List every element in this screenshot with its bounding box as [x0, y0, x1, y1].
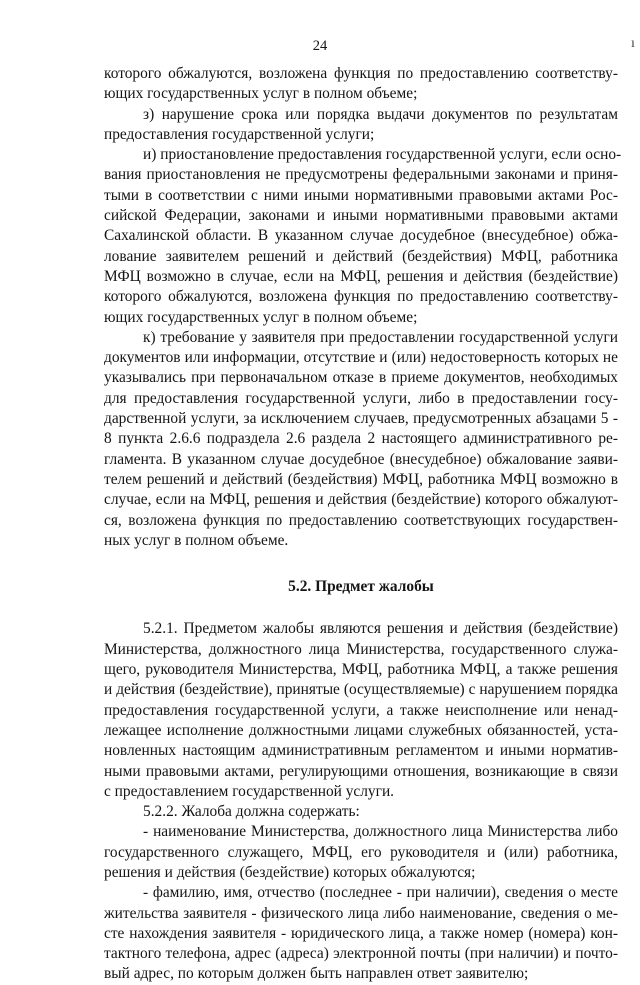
text-line: случае, если на МФЦ, решения и действия (бездействие) которого обжалуют- [104, 491, 618, 509]
text-line: Сахалинской области. В указанном случае досудебное (внесудебное) обжа- [104, 227, 618, 245]
paragraph [104, 619, 618, 802]
text-line: гламента. В указанном случае досудебное (внесудебное) обжалование заяви- [104, 450, 618, 468]
paragraph [104, 883, 618, 984]
text-line: жительства заявителя - физического лица либо наименование, сведения о ме- [104, 904, 618, 922]
text-body [104, 64, 622, 985]
text-line: вания приостановления не предусмотрены федеральными законами и приня- [104, 166, 618, 184]
text-line: 5.2.1. Предметом жалобы являются решения и действия (бездействие) [143, 620, 618, 638]
text-line: ных услуг в полном объеме. [104, 531, 289, 549]
text-line: и) приостановление предоставления государственной услуги, если осно- [143, 146, 622, 164]
text-line: 5.2.2. Жалоба должна содержать: [143, 803, 360, 821]
paragraph [104, 145, 622, 328]
paragraph [104, 802, 618, 822]
text-line: и действия (бездействие), принятые (осуществляемые) с нарушением порядка [104, 681, 618, 699]
text-line: предоставления государственной услуги; [104, 125, 375, 143]
text-line: - наименование Министерства, должностного лица Министерства либо [143, 823, 618, 841]
text-line: которого обжалуются, возложена функция по предоставлению соответству- [104, 65, 618, 82]
paragraphs-after [104, 619, 618, 984]
text-line: тактного телефона, адрес (адреса) электронной почты (при наличии) и почто- [104, 945, 618, 963]
text-line: дарственной услуги, за исключением случаев, предусмотренных абзацами 5 - [104, 410, 618, 428]
text-line: лежащее исполнение должностными лицами служебных обязанностей, уста- [104, 721, 618, 739]
text-line: ными правовыми актами, регулирующими отношения, возникающие в связи [104, 762, 618, 780]
section-heading: 5.2. Предмет жалобы [288, 578, 434, 596]
text-line: решения и действия (бездействие) которых обжалуются; [104, 863, 476, 881]
text-line: сте нахождения заявителя - юридического лица, а также номер (номера) кон- [104, 924, 618, 942]
paragraph [104, 105, 618, 146]
text-line: МФЦ возможно в случае, если на МФЦ, решения и действия (бездействие) [104, 267, 618, 285]
paragraph [104, 822, 618, 883]
text-line: 8 пункта 2.6.6 подраздела 2.6 раздела 2 настоящего административного ре- [104, 430, 618, 448]
paragraph [104, 328, 618, 551]
text-line: лование заявителем решений и действий (бездействия) МФЦ, работника [104, 247, 618, 265]
text-line: документов или информации, отсутствие и (или) недостоверность которых не [104, 349, 618, 367]
text-line: телем решений и действий (бездействия) МФЦ, работника МФЦ возможно в [104, 470, 618, 488]
text-line: - фамилию, имя, отчество (последнее - при наличии), сведения о месте [143, 884, 618, 902]
paragraphs-before [104, 64, 622, 551]
text-line: сийской Федерации, законами и иными нормативными правовыми актами [104, 207, 618, 225]
text-line: государственного служащего, МФЦ, его руководителя и (или) работника, [104, 843, 618, 861]
text-line: предоставления государственной услуги, а также неисполнение или ненад- [104, 701, 618, 719]
edge-mark: ı [631, 36, 635, 51]
text-line: тыми в соответствии с ними иными нормативными правовыми актами Рос- [104, 186, 618, 204]
text-line: щего, руководителя Министерства, МФЦ, работника МФЦ, а также решения [104, 661, 618, 679]
paragraph [104, 64, 618, 105]
text-line: ся, возложена функция по предоставлению соответствующих государствен- [104, 511, 618, 529]
text-line: указывались при первоначальном отказе в приеме документов, необходимых [104, 369, 618, 387]
text-line: с предоставлением государственной услуги. [104, 782, 395, 800]
text-line: вый адрес, по которым должен быть направлен ответ заявителю; [104, 965, 529, 983]
page-number: 24 [312, 38, 328, 54]
text-line: з) нарушение срока или порядка выдачи документов по результатам [143, 105, 618, 123]
text-line: для предоставления государственной услуги, либо в предоставлении госу- [104, 389, 618, 407]
text-line: к) требование у заявителя при предоставлении государственной услуги [143, 328, 618, 346]
text-line: новленных настоящим административным регламентом и иными норматив- [104, 742, 618, 760]
text-line: которого обжалуются, возложена функция по предоставлению соответству- [104, 288, 618, 306]
text-line: Министерства, должностного лица Министерства, государственного служа- [104, 640, 618, 658]
text-line: ющих государственных услуг в полном объеме; [104, 308, 418, 326]
text-line: ющих государственных услуг в полном объеме; [104, 85, 418, 103]
